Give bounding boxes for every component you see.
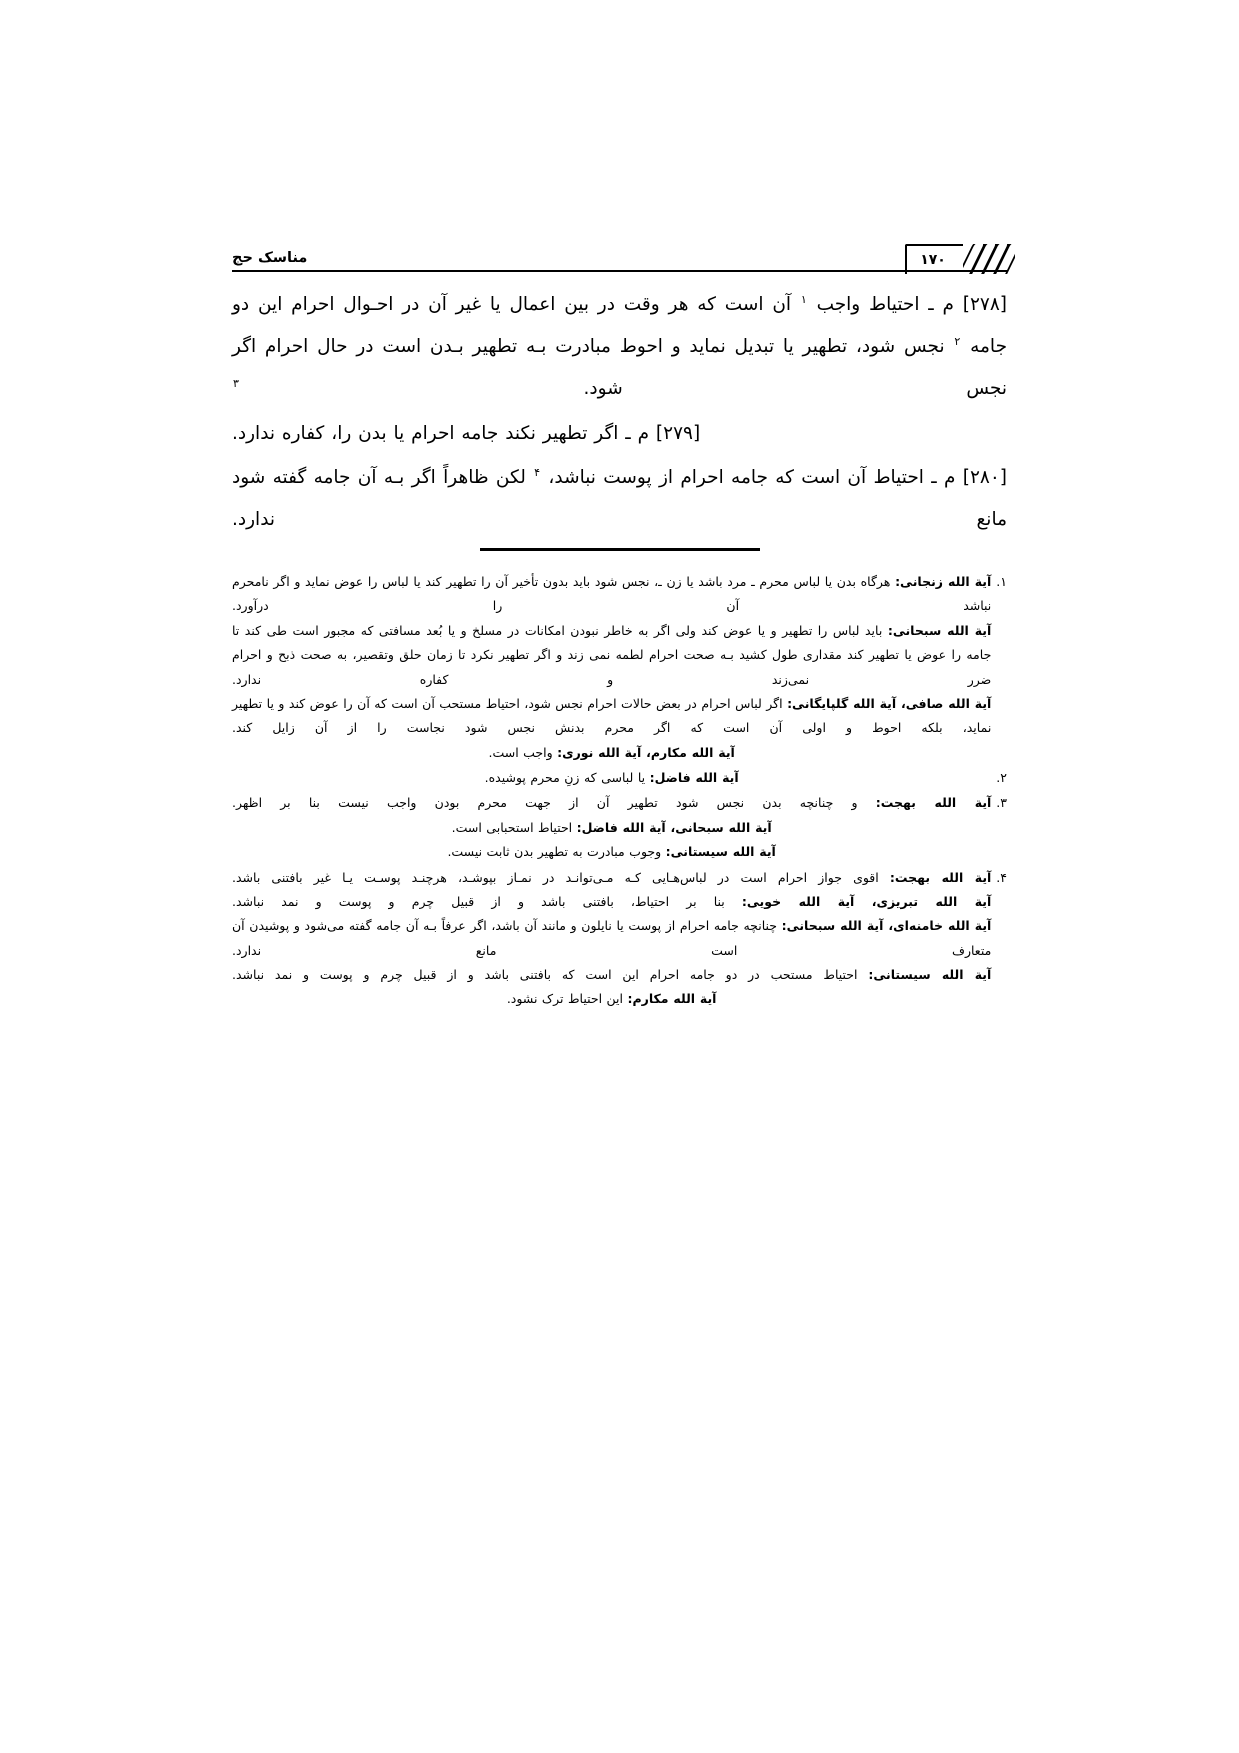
footnote-paragraph (232, 741, 991, 765)
footnote-body (232, 570, 991, 765)
footnote-reference[interactable]: ۴ (534, 465, 541, 479)
authority-name: آیة الله سیستانی: (665, 844, 776, 860)
ruling-279: [۲۷۹] م ـ اگر تطهیر نکند جامه احرام یا بدن را، کفاره ندارد. (232, 422, 701, 444)
footnote-paragraph (232, 866, 991, 890)
footnote-paragraph (232, 914, 991, 963)
footnote-separator (232, 548, 1007, 550)
footnote-item (232, 570, 1007, 765)
main-text-column (232, 284, 1007, 543)
footnote-paragraph (232, 816, 991, 840)
running-title: مناسک حج (232, 250, 308, 266)
ruling-280: [۲۸۰] م ـ احتیاط آن است که جامه احرام از پوست نباشد، $^۴$ لکن ظاهراً اگر بـه آن جامه گفته شود مانع ندارد. (232, 465, 1007, 530)
authority-name: آیة الله سبحانی: (887, 622, 992, 638)
footnote-paragraph (232, 791, 991, 815)
page-header (232, 228, 1007, 272)
authority-opinion: هرگاه بدن یا لباس محرم ـ مرد باشد یا زن ـ، نجس شود باید بدون تأخیر آن را تطهیر کند یا لباس را عوض نماید و اگر نامحرم نباشد آن را درآورد. (232, 574, 992, 614)
authority-name: آیة الله خامنه‌ای، آیة الله سبحانی: (781, 918, 992, 934)
authority-name: آیة الله مکارم: (627, 991, 717, 1007)
footnotes-section (232, 570, 1007, 1013)
authority-name: آیة الله زنجانی: (895, 574, 992, 589)
footnote-reference[interactable]: ۲ (954, 335, 961, 349)
authority-opinion: وجوب مبادرت به تطهیر بدن ثابت نیست. (447, 844, 666, 860)
footnote-item (232, 791, 1007, 864)
header-divider (232, 270, 1007, 273)
footnote-item (232, 766, 1007, 790)
footnote-body (232, 766, 991, 790)
footnote-paragraph (232, 766, 991, 790)
footnote-number: ۲. (996, 770, 1007, 785)
ruling-278: [۲۷۸] م ـ احتیاط واجب $^۱$ آن است که هر وقت در بین اعمال یا غیر آن در احـوال احرام این دو جامه $^۲$ نجس شود، تطهیر یا تبدیل نماید و احوط مبادرت بـه تطهیر بـدن است در حال احرام اگر نجس شود. $^۳$ (232, 292, 1008, 400)
authority-name: آیة الله بهجت: (875, 795, 992, 811)
footnote-paragraph (232, 619, 991, 692)
authority-name: آیة الله سیستانی: (868, 967, 992, 982)
footnote-reference[interactable]: ۳ (233, 377, 239, 391)
authority-name: آیة الله تبریزی، آیة الله خویی: (741, 893, 992, 909)
authority-name: آیة الله بهجت: (889, 869, 992, 885)
footnote-paragraph (232, 692, 991, 741)
authority-opinion: بنا بر احتیاط، بافتنی باشد و از قبیل چرم و پوست و نمد نباشد. (232, 893, 742, 909)
footnote-paragraph (232, 987, 991, 1011)
authority-name: آیة الله مکارم، آیة الله نوری: (557, 744, 735, 760)
authority-name: آیة الله سبحانی، آیة الله فاضل: (576, 819, 772, 835)
authority-opinion: این احتیاط ترک نشود. (506, 991, 628, 1007)
footnote-paragraph (232, 890, 991, 914)
authority-opinion: واجب است. (488, 744, 558, 760)
authority-opinion: چنانچه جامه احرام از پوست یا نایلون و مانند آن باشد، اگر عرفاً بـه آن جامه گفته می‌شود و پوشیدن آن متعارف است مانع ندارد. (232, 918, 992, 958)
footnote-number: ۴. (996, 869, 1007, 885)
footnote-body (232, 866, 991, 1012)
footnote-body (232, 791, 991, 864)
footnote-number: ۳. (996, 795, 1007, 811)
authority-opinion: باید لباس را تطهیر و یا عوض کند ولی اگر به خاطر نبودن امکانات در مسلخ و یا بُعد مسافتی که مجبور است طی کند تا جامه را عوض یا تطهیر کند مقداری طول کشید بـه صحت احرام لطمه نمی زند و اگر تطهیر نکرد تا زمان حلق وتقصیر، به صحت ذبح و احرام ضرر نمی‌زند و کفاره ندارد. (232, 622, 992, 687)
footnote-paragraph (232, 840, 991, 864)
authority-opinion: یا لباسی که زنِ محرم پوشیده. (484, 770, 650, 785)
authority-name: آیة الله صافی، آیة الله گلپایگانی: (787, 695, 992, 711)
authority-opinion: و چنانچه بدن نجس شود تطهیر آن از جهت محرم بودن واجب نیست بنا بر اظهر. (232, 795, 876, 811)
footnote-paragraph (232, 963, 991, 987)
authority-opinion: اقوی جواز احرام است در لباس‌هـایی کـه مـی‌توانـد در نمـاز بپوشـد، هرچنـد پوسـت یـا غیر بافتنی باشد. (232, 869, 890, 885)
footnote-paragraph (232, 570, 991, 619)
page-number: ۱۷۰ (905, 244, 963, 274)
authority-opinion: اگر لباس احرام در بعض حالات احرام نجس شود، احتیاط مستحب آن است که آن را عوض کند و یا تطهیر نماید، بلکه احوط و اولی آن است که اگر محرم بدنش نجس شود نجاست را از آن زایل کند. (232, 695, 992, 736)
authority-name: آیة الله فاضل: (649, 770, 739, 785)
footnote-number: ۱. (996, 574, 1007, 589)
footnote-item (232, 866, 1007, 1012)
authority-opinion: احتیاط مستحب در دو جامه احرام این است که بافتنی باشد و از قبیل چرم و پوست و نمد نباشد. (232, 967, 869, 982)
authority-opinion: احتیاط استحبابی است. (451, 819, 577, 835)
footnote-reference[interactable]: ۱ (800, 292, 807, 306)
footnote-divider-line (480, 548, 760, 551)
